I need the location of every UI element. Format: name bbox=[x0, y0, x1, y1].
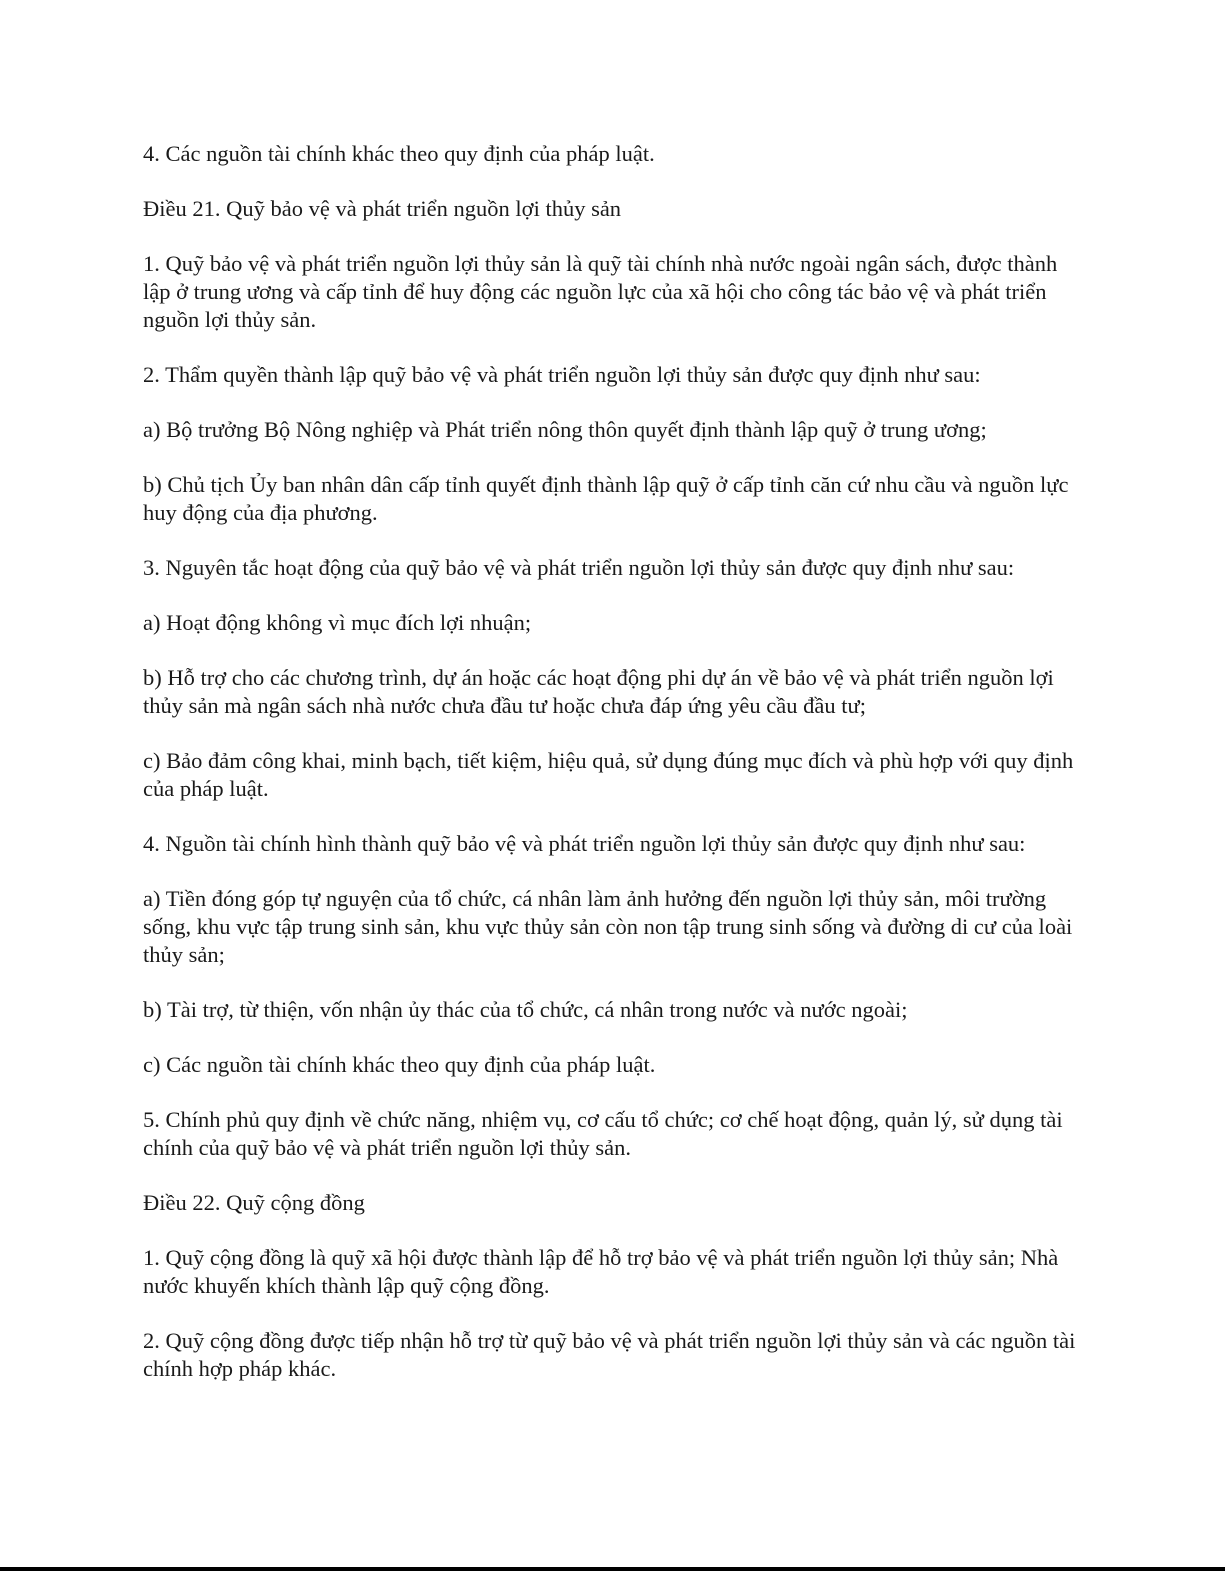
article-21-clause-5: 5. Chính phủ quy định về chức năng, nhiệm vụ, cơ cấu tổ chức; cơ chế hoạt động, quản lý, sử dụng tài chính của quỹ bảo vệ và phát triển nguồn lợi thủy sản. bbox=[143, 1107, 1063, 1160]
article-21-heading: Điều 21. Quỹ bảo vệ và phát triển nguồn lợi thủy sản bbox=[143, 196, 622, 221]
article-21-clause-3-point-c: c) Bảo đảm công khai, minh bạch, tiết kiệm, hiệu quả, sử dụng đúng mục đích và phù hợp với quy định của pháp luật. bbox=[143, 748, 1074, 801]
page-bottom-border bbox=[0, 1567, 1225, 1571]
article-21-clause-4-point-c: c) Các nguồn tài chính khác theo quy định của pháp luật. bbox=[143, 1052, 656, 1077]
article-22-heading: Điều 22. Quỹ cộng đồng bbox=[143, 1190, 365, 1215]
article-21-clause-4-point-a: a) Tiền đóng góp tự nguyện của tổ chức, cá nhân làm ảnh hưởng đến nguồn lợi thủy sản, môi trường sống, khu vực tập trung sinh sản, khu vực thủy sản còn non tập trung sinh sống và đường di cư của loài thủy sản; bbox=[143, 886, 1073, 967]
article-21-clause-2-point-a: a) Bộ trưởng Bộ Nông nghiệp và Phát triển nông thôn quyết định thành lập quỹ ở trung ương; bbox=[143, 417, 987, 442]
article-22-clause-1: 1. Quỹ cộng đồng là quỹ xã hội được thành lập để hỗ trợ bảo vệ và phát triển nguồn lợi thủy sản; Nhà nước khuyến khích thành lập quỹ cộng đồng. bbox=[143, 1245, 1059, 1298]
clause-4-other-sources: 4. Các nguồn tài chính khác theo quy định của pháp luật. bbox=[143, 141, 655, 166]
article-22-clause-2: 2. Quỹ cộng đồng được tiếp nhận hỗ trợ từ quỹ bảo vệ và phát triển nguồn lợi thủy sản và các nguồn tài chính hợp pháp khác. bbox=[143, 1328, 1076, 1381]
article-21-clause-4-point-b: b) Tài trợ, từ thiện, vốn nhận ủy thác của tổ chức, cá nhân trong nước và nước ngoài; bbox=[143, 997, 908, 1022]
document-body bbox=[143, 140, 1078, 1410]
article-21-clause-3-point-b: b) Hỗ trợ cho các chương trình, dự án hoặc các hoạt động phi dự án về bảo vệ và phát triển nguồn lợi thủy sản mà ngân sách nhà nước chưa đầu tư hoặc chưa đáp ứng yêu cầu đầu tư; bbox=[143, 665, 1054, 718]
article-21-clause-2-point-b: b) Chủ tịch Ủy ban nhân dân cấp tỉnh quyết định thành lập quỹ ở cấp tỉnh căn cứ nhu cầu và nguồn lực huy động của địa phương. bbox=[143, 472, 1069, 525]
article-21-clause-3: 3. Nguyên tắc hoạt động của quỹ bảo vệ và phát triển nguồn lợi thủy sản được quy định như sau: bbox=[143, 555, 1015, 580]
article-21-clause-4: 4. Nguồn tài chính hình thành quỹ bảo vệ và phát triển nguồn lợi thủy sản được quy định như sau: bbox=[143, 831, 1026, 856]
article-21-clause-3-point-a: a) Hoạt động không vì mục đích lợi nhuận; bbox=[143, 610, 532, 635]
article-21-clause-1: 1. Quỹ bảo vệ và phát triển nguồn lợi thủy sản là quỹ tài chính nhà nước ngoài ngân sách, được thành lập ở trung ương và cấp tỉnh để huy động các nguồn lực của xã hội cho công tác bảo vệ và phát triển nguồn lợi thủy sản. bbox=[143, 251, 1058, 332]
article-21-clause-2: 2. Thẩm quyền thành lập quỹ bảo vệ và phát triển nguồn lợi thủy sản được quy định như sau: bbox=[143, 362, 981, 387]
